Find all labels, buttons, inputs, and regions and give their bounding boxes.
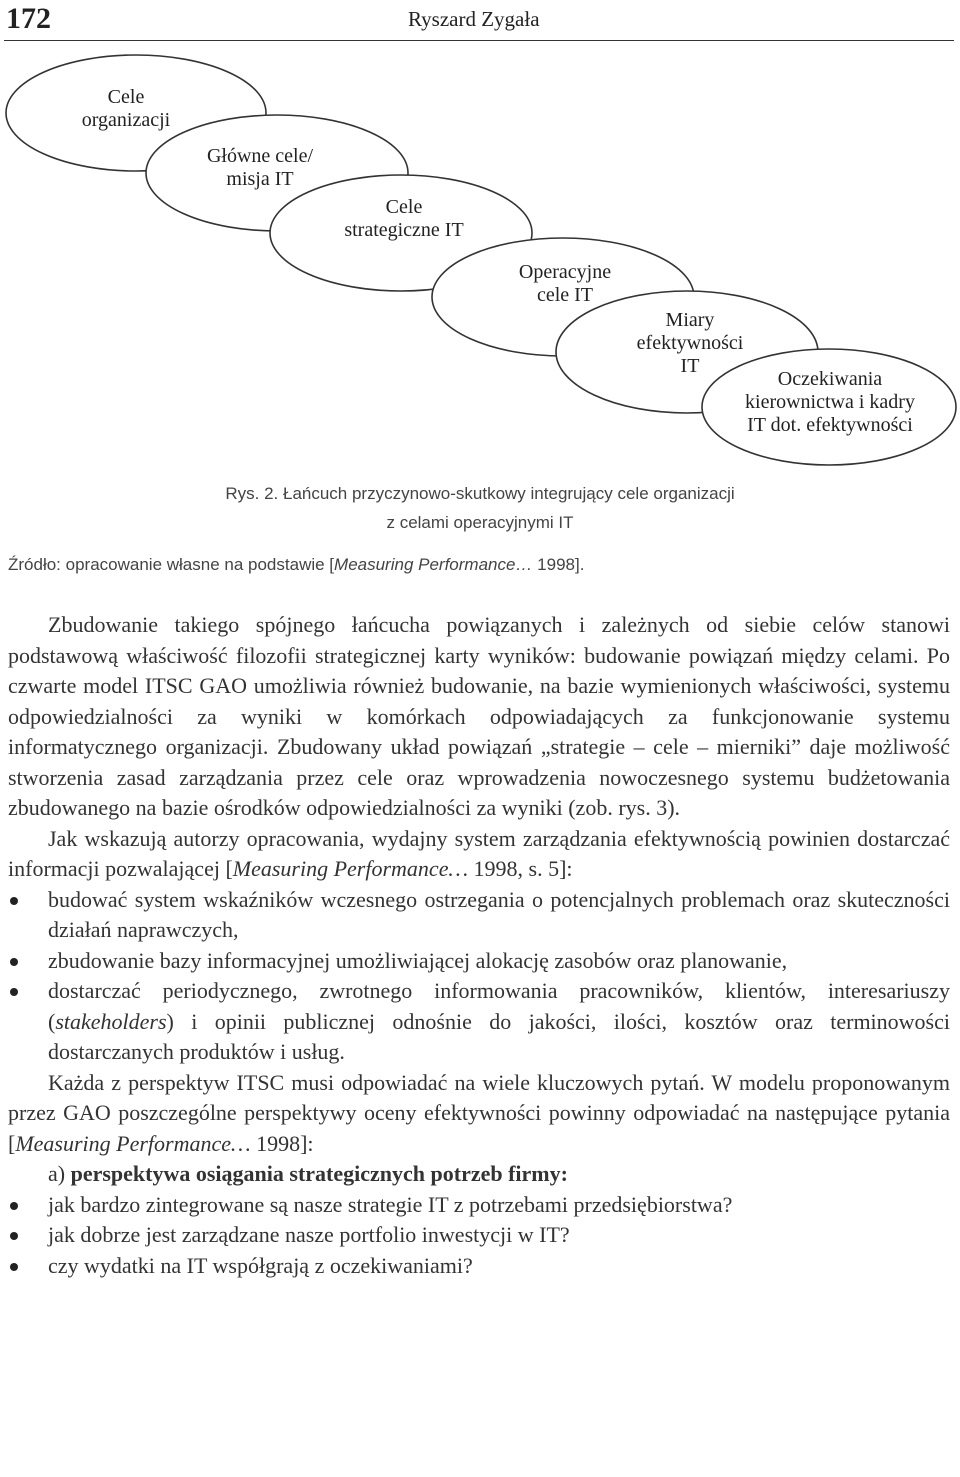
list-item: jak bardzo zintegrowane są nasze strategie IT z potrzebami przedsiębiorstwa? bbox=[8, 1190, 950, 1221]
list-item: czy wydatki na IT współgrają z oczekiwaniami? bbox=[8, 1251, 950, 1282]
p2-text: Jak wskazują autorzy opracowania, wydajny system zarządzania efektywnością powinien dostarczać informacji pozwalającej [ bbox=[8, 825, 950, 881]
bubble-line: Miary bbox=[665, 309, 715, 331]
p3-citation: Measuring Performance… bbox=[15, 1130, 251, 1156]
list-item bbox=[8, 976, 950, 1068]
bubble-line: Cele bbox=[107, 86, 145, 108]
subhead-title: perspektywa osiągania strategicznych potrzeb firmy: bbox=[70, 1161, 568, 1186]
bubble-line: strategiczne IT bbox=[344, 219, 464, 241]
p2-citation: Measuring Performance… bbox=[232, 856, 469, 881]
paragraph-2 bbox=[8, 824, 950, 885]
list-item: jak dobrze jest zarządzane nasze portfolio inwestycji w IT? bbox=[8, 1220, 950, 1251]
subhead-letter: a) bbox=[48, 1161, 71, 1186]
bubble-oczekiwania bbox=[720, 368, 940, 437]
bullet3-suffix: ) i opinii publicznej odnośnie do jakości, ilości, kosztów oraz terminowości dostarczanych produktów i usług. bbox=[48, 1008, 950, 1064]
bubble-glowne-cele bbox=[180, 145, 340, 191]
bullet3-text: dostarczać periodycznego, zwrotnego informowania pracowników, klientów, interesariuszy ( bbox=[48, 978, 950, 1034]
bullet3-italic: stakeholders bbox=[55, 1008, 167, 1034]
bubble-line: efektywności bbox=[636, 332, 744, 354]
bubble-operacyjne-cele bbox=[475, 261, 655, 307]
causal-chain-diagram bbox=[0, 46, 960, 476]
bubble-line: Główne cele/ bbox=[206, 145, 314, 167]
running-head-author: Ryszard Zygała bbox=[408, 7, 540, 31]
bubble-cele-strategiczne bbox=[314, 196, 494, 242]
bullet-list-2 bbox=[8, 1190, 950, 1282]
figure-caption-line2: z celami operacyjnymi IT bbox=[386, 513, 574, 532]
bubble-line: organizacji bbox=[81, 109, 171, 131]
p2-suffix: 1998, s. 5]: bbox=[468, 856, 573, 881]
p3-text: Każda z perspektyw ITSC musi odpowiadać na wiele kluczowych pytań. W modelu proponowanym przez GAO poszczególne perspektywy oceny efektywności powinny odpowiadać na następujące pytania [ bbox=[8, 1069, 950, 1156]
page-number: 172 bbox=[6, 2, 51, 35]
figure-caption-line1: Rys. 2. Łańcuch przyczynowo-skutkowy integrujący cele organizacji bbox=[225, 484, 735, 503]
page-header bbox=[0, 0, 960, 46]
bubble-line: Cele bbox=[385, 196, 423, 218]
bubble-line: Operacyjne bbox=[518, 261, 612, 283]
subheading-a bbox=[8, 1159, 950, 1190]
body-text bbox=[8, 610, 950, 1281]
list-item: zbudowanie bazy informacyjnej umożliwiającej alokację zasobów oraz planowanie, bbox=[8, 946, 950, 977]
p3-suffix: 1998]: bbox=[250, 1130, 314, 1156]
list-item: budować system wskaźników wczesnego ostrzegania o potencjalnych problemach oraz skuteczności działań naprawczych, bbox=[8, 885, 950, 946]
bubble-line: IT dot. efektywności bbox=[747, 414, 913, 436]
bubble-cele-organizacji bbox=[46, 86, 206, 132]
paragraph-3 bbox=[8, 1068, 950, 1160]
bubble-line: Oczekiwania bbox=[777, 368, 883, 390]
header-rule bbox=[4, 40, 954, 41]
bubble-line: IT bbox=[680, 355, 700, 377]
figure-source bbox=[8, 555, 584, 575]
source-suffix: 1998]. bbox=[532, 555, 585, 574]
bubble-line: misja IT bbox=[226, 168, 294, 190]
source-italic: Measuring Performance… bbox=[334, 555, 533, 574]
bubble-line: kierownictwa i kadry bbox=[745, 391, 915, 413]
bullet-list-1 bbox=[8, 885, 950, 1068]
bubble-line: cele IT bbox=[536, 284, 594, 306]
source-prefix: Źródło: opracowanie własne na podstawie [ bbox=[8, 555, 335, 574]
paragraph-1: Zbudowanie takiego spójnego łańcucha powiązanych i zależnych od siebie celów stanowi podstawową właściwość filozofii strategicznej karty wyników: budowanie powiązań między celami. Po czwarte model ITSC GAO umożliwia również budowanie, na bazie wymienionych właściwości, systemu odpowiedzialności za wyniki w komórkach odpowiadających za funkcjonowanie systemu informatycznego organizacji. Zbudowany układ powiązań „strategie – cele – mierniki” daje możliwość stworzenia zasad zarządzania przez cele oraz wprowadzenia nowoczesnego systemu budżetowania zbudowanego na bazie ośrodków odpowiedzialności za wyniki (zob. rys. 3). bbox=[8, 612, 950, 820]
